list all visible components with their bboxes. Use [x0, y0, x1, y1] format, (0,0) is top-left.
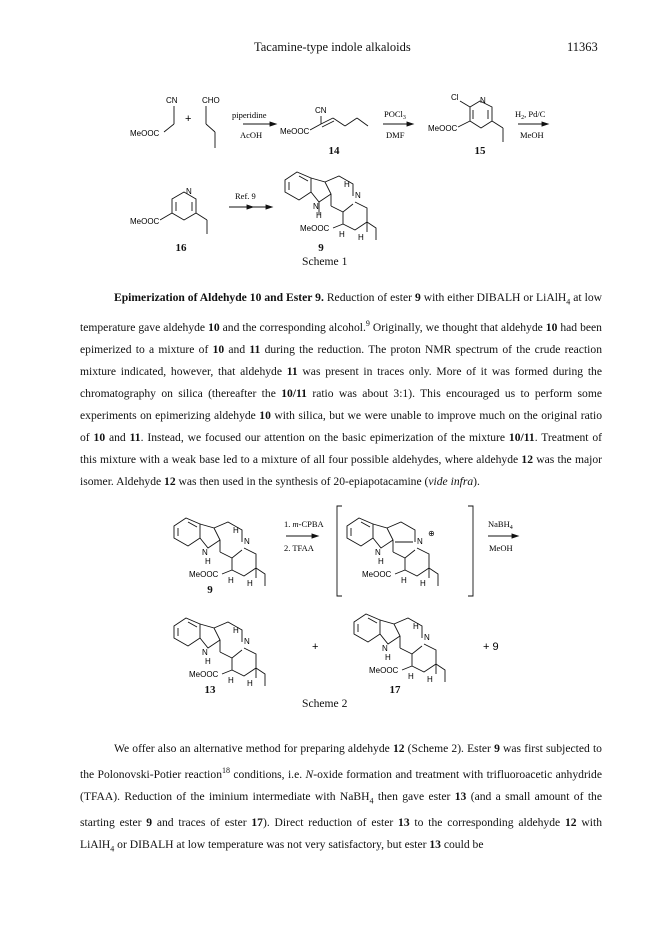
svg-text:DMF: DMF — [386, 130, 405, 140]
svg-text:N: N — [480, 96, 486, 105]
svg-text:H: H — [358, 233, 364, 242]
svg-text:H: H — [378, 557, 384, 566]
svg-text:+: + — [185, 113, 192, 125]
svg-text:H: H — [233, 626, 239, 635]
svg-text:+: + — [312, 641, 319, 653]
compound-9-label: 9 — [318, 242, 324, 254]
compound-17-label: 17 — [389, 684, 401, 696]
paragraph-epimerization: Epimerization of Aldehyde 10 and Ester 9. Reduction of ester 9 with either DIBALH or LiAlH$_4$ at low temperature gave aldehyde 10 and the corresponding alcohol.$^9$ Originally, we thought that aldehyde 10 had been epimerized to a mixture of 10 and 11 during the reduction. The proton NMR spectrum of the crude reaction mixture indicated, however, that aldehyde 11 was present in traces only. More of it was formed during the chromatography on silica (thereafter the 10/11 ratio was about 3:1). This encouraged us to perform some experiments on epimerizing aldehyde 10 with silica, but we were unable to improve much on the original ratio of 10 and 11. Instead, we focused our attention on the basic epimerization of the mixture 10/11. Treatment of this mixture with a weak base led to a mixture of all four possible aldehydes, where aldehyde 12 was the major isomer. Aldehyde 12 was then used in the synthesis of 20-epiapotacamine (vide infra). — [80, 291, 603, 489]
svg-text:Ref. 9: Ref. 9 — [235, 191, 256, 201]
scheme2-reaction-arrow-1 — [284, 519, 325, 553]
compound-15-structure — [428, 93, 503, 142]
svg-text:N: N — [202, 648, 208, 657]
svg-text:AcOH: AcOH — [240, 130, 263, 140]
svg-text:CN: CN — [166, 96, 178, 105]
svg-text:N: N — [424, 633, 430, 642]
svg-text:N: N — [244, 537, 250, 546]
svg-text:N: N — [313, 202, 319, 211]
scheme-1-caption: Scheme 1 — [302, 255, 348, 268]
svg-text:H: H — [420, 579, 426, 588]
svg-text:MeOOC: MeOOC — [130, 129, 160, 138]
scheme2-compound-9-structure — [174, 518, 265, 588]
svg-text:H: H — [233, 526, 239, 535]
scheme-2-caption: Scheme 2 — [302, 697, 348, 710]
svg-text:N: N — [244, 637, 250, 646]
svg-text:H: H — [247, 579, 253, 588]
svg-text:+ 9: + 9 — [483, 641, 499, 653]
svg-text:H: H — [228, 576, 234, 585]
svg-text:piperidine: piperidine — [232, 110, 267, 120]
svg-text:H: H — [339, 230, 345, 239]
svg-text:MeOH: MeOH — [520, 130, 544, 140]
svg-text:POCl3: POCl$_3$ — [384, 109, 406, 121]
svg-text:H: H — [316, 211, 322, 220]
reaction-arrow-3 — [515, 109, 548, 140]
svg-text:MeOOC: MeOOC — [300, 224, 330, 233]
svg-text:2. TFAA: 2. TFAA — [284, 543, 314, 553]
compound-17-structure — [354, 614, 445, 684]
svg-text:H: H — [401, 576, 407, 585]
reaction-arrow-2 — [383, 109, 413, 140]
methyl-cyanoacetate-structure — [130, 96, 178, 138]
svg-text:MeOOC: MeOOC — [280, 127, 310, 136]
svg-text:H: H — [413, 622, 419, 631]
compound-15-label: 15 — [474, 145, 486, 157]
page-number: 11363 — [567, 40, 598, 54]
butanal-structure — [202, 96, 220, 148]
svg-text:H: H — [385, 653, 391, 662]
scheme2-compound-9-label: 9 — [207, 584, 213, 596]
compound-16-structure — [130, 187, 207, 234]
svg-text:MeOOC: MeOOC — [428, 124, 458, 133]
compound-14-structure — [280, 106, 368, 136]
compound-13-label: 13 — [204, 684, 216, 696]
svg-text:N: N — [417, 537, 423, 546]
compound-14-label: 14 — [328, 145, 340, 157]
svg-text:N: N — [355, 191, 361, 200]
svg-text:H: H — [427, 675, 433, 684]
section-heading: Epimerization of Aldehyde 10 and Ester 9. — [114, 291, 324, 304]
paragraph-alternative-method: We offer also an alternative method for preparing aldehyde 12 (Scheme 2). Ester 9 was first subjected to the Polonovski-Potier reaction$^{18}$ conditions, i.e. N-oxide formation and treatment with trifluoroacetic anhydride (TFAA). Reduction of the iminium intermediate with NaBH$_4$ then gave ester 13 (and a small amount of the starting ester 9 and traces of ester 17). Direct reduction of ester 13 to the corresponding aldehyde 12 with LiAlH$_4$ or DIBALH at low temperature was not very satisfactory, but ester 13 could be — [80, 742, 602, 854]
reaction-arrow-4 — [229, 191, 272, 209]
svg-text:1. m-CPBA: 1. m-CPBA — [284, 519, 324, 529]
compound-13-structure — [174, 618, 265, 688]
svg-text:⊕: ⊕ — [428, 529, 435, 538]
svg-text:NaBH4: NaBH$_4$ — [488, 519, 513, 531]
svg-text:MeOOC: MeOOC — [362, 570, 392, 579]
svg-text:MeOOC: MeOOC — [189, 670, 219, 679]
svg-text:N: N — [375, 548, 381, 557]
iminium-intermediate-structure — [347, 518, 438, 588]
svg-text:N: N — [202, 548, 208, 557]
svg-text:MeOOC: MeOOC — [130, 217, 160, 226]
svg-text:H: H — [408, 672, 414, 681]
svg-text:MeOOC: MeOOC — [189, 570, 219, 579]
compound-16-label: 16 — [175, 242, 187, 254]
svg-text:Cl: Cl — [451, 93, 459, 102]
scheme-2-graphic — [0, 500, 672, 710]
svg-text:MeOH: MeOH — [489, 543, 513, 553]
svg-text:MeOOC: MeOOC — [369, 666, 399, 675]
svg-text:CHO: CHO — [202, 96, 220, 105]
reaction-arrow-1 — [232, 110, 276, 140]
svg-text:H: H — [228, 676, 234, 685]
running-title: Tacamine-type indole alkaloids — [254, 40, 411, 54]
svg-text:H: H — [205, 557, 211, 566]
svg-text:H: H — [247, 679, 253, 688]
svg-text:N: N — [186, 187, 192, 196]
scheme2-reaction-arrow-2 — [488, 519, 518, 553]
svg-text:H: H — [344, 180, 350, 189]
svg-text:H: H — [205, 657, 211, 666]
svg-text:H2, Pd/C: $H_2$, Pd/C — [515, 109, 546, 121]
compound-9-structure — [285, 172, 376, 242]
svg-text:N: N — [382, 644, 388, 653]
svg-text:CN: CN — [315, 106, 327, 115]
